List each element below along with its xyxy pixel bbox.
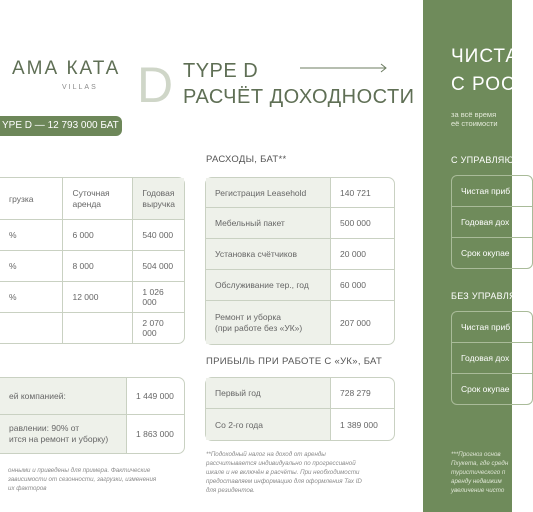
type-letter: D <box>137 57 174 113</box>
table-row: Мебельный пакет 500 000 <box>206 208 394 239</box>
brand-name: АМА КАТА <box>12 58 121 79</box>
table-row: % 12 000 1 026 000 <box>0 282 184 313</box>
panel-section-without-management: БЕЗ УПРАВЛЯ <box>451 291 516 301</box>
list-item: Срок окупае <box>461 384 510 394</box>
panel-footnote: ***Прогноз основ Пхукета, где средн туристического п аренду недвижим увеличение чисто <box>451 451 509 494</box>
profit-table <box>205 377 395 441</box>
list-item: Чистая приб <box>452 312 532 343</box>
net-income-table <box>0 377 185 454</box>
table-row: Со 2-го года 1 389 000 <box>206 409 394 440</box>
expenses-title: РАСХОДЫ, БАТ** <box>206 154 287 165</box>
table-row: Ремонт и уборка (при работе без «УК») 207 000 <box>206 301 394 344</box>
profit-title: ПРИБЫЛЬ ПРИ РАБОТЕ С «УК», БАТ <box>206 356 383 367</box>
tax-footnote: **Подоходный налог на доход от аренды рассчитывается индивидуально по прогрессивной шкале и не включён в расчёты. При необходимости предоставляем информацию для оформления Tax ID для резидентов. <box>206 451 362 494</box>
list-item: Годовая дох <box>452 343 532 374</box>
col-header: Годовая выручка <box>133 178 184 220</box>
list-item: Срок окупае <box>461 248 510 258</box>
list-item: Чистая приб <box>452 176 532 207</box>
panel-table-with-management <box>451 175 533 269</box>
left-footnote: онными и приведены для примера. Фактические зависимости от сезонности, загрузки, изменения их факторов <box>8 467 157 492</box>
arrow-right-icon <box>300 60 390 76</box>
table-row: % 8 000 504 000 <box>0 251 184 282</box>
expenses-table <box>205 177 395 345</box>
table-row: ей компанией: 1 449 000 <box>0 378 184 415</box>
panel-title-line1: ЧИСТА <box>451 46 520 67</box>
summary-panel <box>423 0 528 512</box>
brand-subtitle: VILLAS <box>62 84 98 91</box>
price-badge: YPE D — 12 793 000 БАТ <box>0 116 122 136</box>
panel-section-with-management: С УПРАВЛЯЮ <box>451 155 514 165</box>
table-row: Первый год 728 279 <box>206 378 394 409</box>
panel-title-line2: С РОСТ <box>451 74 528 95</box>
table-row: 2 070 000 <box>0 313 184 343</box>
table-row: Регистрация Leasehold 140 721 <box>206 178 394 208</box>
page-title-line1: TYPE D <box>183 60 259 82</box>
col-header: грузка <box>0 178 63 220</box>
list-item: Годовая дох <box>452 207 532 238</box>
table-row: Установка счётчиков 20 000 <box>206 239 394 270</box>
table-row: равлении: 90% от ится на ремонт и уборку) 1 863 000 <box>0 415 184 453</box>
panel-desc-line1: за всё время <box>451 110 497 119</box>
col-header: Суточная аренда <box>63 178 133 220</box>
table-row: % 6 000 540 000 <box>0 220 184 251</box>
panel-table-without-management <box>451 311 533 405</box>
page-title-line2: РАСЧЁТ ДОХОДНОСТИ <box>183 86 415 108</box>
table-row: Обслуживание тер., год 60 000 <box>206 270 394 301</box>
revenue-table <box>0 177 185 344</box>
panel-desc-line2: её стоимости <box>451 119 498 128</box>
